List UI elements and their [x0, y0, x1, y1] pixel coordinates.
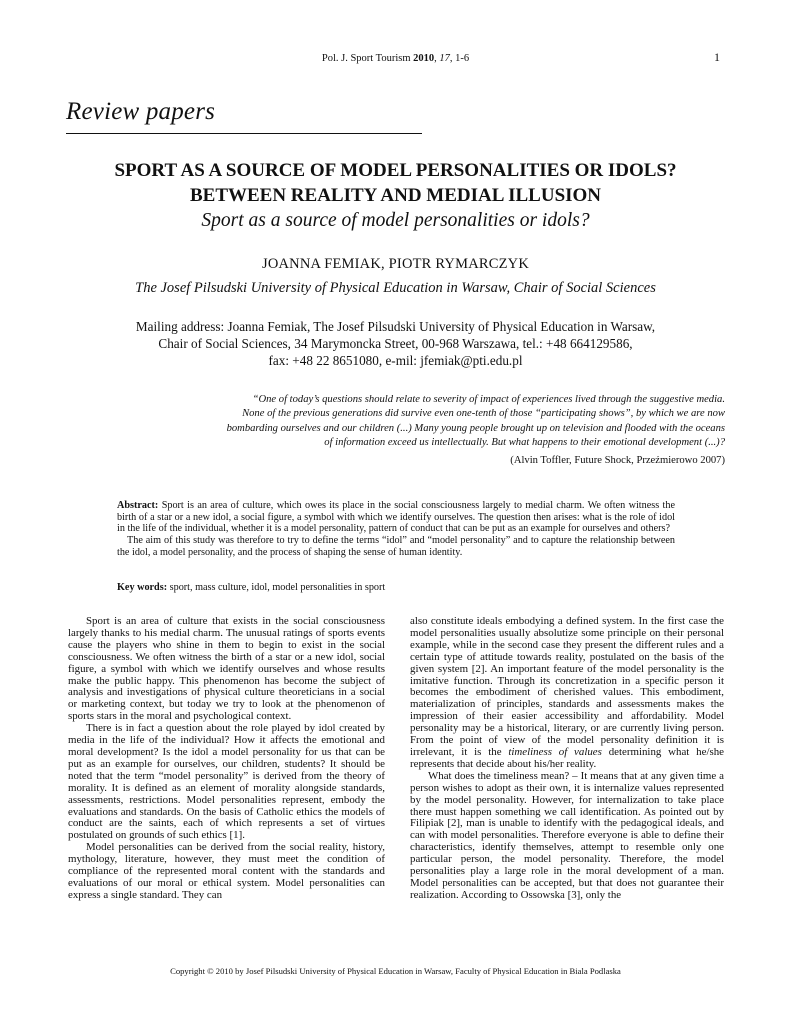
- abstract-label: Abstract:: [117, 500, 159, 511]
- section-label: Review papers: [66, 98, 216, 125]
- journal-volume: 17: [439, 53, 450, 64]
- authors: JOANNA FEMIAK, PIOTR RYMARCZYK: [261, 256, 530, 272]
- epigraph-line-2: None of the previous generations did survive even one-tenth of those “participating shows”, by which we are now: [242, 408, 725, 420]
- paper-title: [0, 158, 791, 208]
- mailing-line-2: Chair of Social Sciences, 34 Marymoncka Street, 00-968 Warszawa, tel.: +48 664129586,: [158, 336, 633, 351]
- body-text: also constitute ideals embodying a defined system. In the first case the model personalities usually absolutize some principle on their personal example, while in the second case they present the different rules and a certain type of attitude towards reality, postulated on the basis of the given system [2]. An important feature of the model personality is the imitative function. Through its concretization in a specific person it becomes the embodiment of cherished values. This embodiment, materialization of principles, standards and assessments makes the impression of their easier accessibility and affordability. Model personality may be a historical, literary, or are currently living person. From the point of view of the model personality definition it is irrelevant, it is the: [410, 615, 724, 758]
- body-text: determining what he/she represents that decide about his/her reality.: [410, 745, 724, 770]
- abstract: [117, 500, 675, 559]
- body-paragraph: What does the timeliness mean? – It means that at any given time a person wishes to adopt as their own, it is internalize values represented by the model personality. However, for internalization to take place there must happen something we call identification. As pointed out by Filipiak [2], man is unable to identify with the pedagogical ideals, and can with model personalities. Therefore everyone is able to define their characteristics, identify themselves, attempt to resemble only one particular person, the model personality. Therefore, the model personalities play a large role in the moral development of a man. Model personalities can be accepted, but that does not guarantee their realization. According to Ossowska [3], only the: [410, 769, 724, 901]
- keywords-text: sport, mass culture, idol, model personalities in sport: [167, 582, 386, 593]
- title-line-1: SPORT AS A SOURCE OF MODEL PERSONALITIES OR IDOLS?: [114, 160, 677, 181]
- journal-name: Pol. J. Sport Tourism: [321, 53, 414, 64]
- mailing-address: [60, 318, 731, 369]
- body-paragraph: [410, 616, 724, 771]
- abstract-text-1: Sport is an area of culture, which owes its place in the social consciousness largely to medial charm. We often witness the birth of a star or a new idol, a social figure, a symbol with which we identify ourselves. The question then arises: what is the role of idol in the life of the individual, whether it is a model personality, pattern of conduct that can be put as an example for ourselves and others?: [117, 500, 675, 535]
- copyright-footer: Copyright © 2010 by Josef Pilsudski University of Physical Education in Warsaw, Faculty of Physical Education in Biala Podlaska: [170, 966, 621, 976]
- epigraph-line-4: of information exceed us intellectually. But what happens to their emotional development (...)?: [324, 437, 725, 449]
- journal-separator: ,: [434, 53, 440, 64]
- page-number: 1: [714, 50, 720, 64]
- epigraph-line-3: bombarding ourselves and our children (...) Many young people brought up on television and flooded with the oceans: [226, 422, 725, 434]
- affiliation: The Josef Pilsudski University of Physical Education in Warsaw, Chair of Social Sciences: [135, 280, 656, 296]
- abstract-paragraph-2: The aim of this study was therefore to try to define the terms “idol” and “model personality” and to capture the relationship between the idol, a model personality, and the process of shaping the sense of human identity.: [117, 535, 675, 558]
- mailing-line-1: Mailing address: Joanna Femiak, The Josef Pilsudski University of Physical Education in Warsaw,: [135, 319, 656, 334]
- body-paragraph: Model personalities can be derived from the social reality, history, mythology, literature, however, they must meet the condition of compliance of the represented moral content with the standards and evaluations of our moral or ethical system. Model personalities can express a single standard. They can: [68, 841, 385, 901]
- mailing-line-3: fax: +48 22 8651080, e-mil: jfemiak@pti.edu.pl: [268, 353, 523, 368]
- abstract-paragraph-1: [117, 500, 675, 535]
- journal-citation: [0, 53, 791, 64]
- title-line-2: BETWEEN REALITY AND MEDIAL ILLUSION: [189, 185, 602, 206]
- body-paragraph: Sport is an area of culture that exists in the social consciousness largely thanks to his medial charm. The unusual ratings of sports events cause the players who shine in them to begin to exist in the social consciousness. We often witness the birth of a star or a new idol, social figure, a symbol with which we identify ourselves and whose results make the public happy. This phenomenon has become the subject of analysis and investigations of physical culture theoreticians in a social or marketing context, but today we try to look at the phenomenon of sports stars in the moral and psychological context.: [68, 615, 385, 723]
- paper-subtitle: Sport as a source of model personalities or idols?: [201, 210, 590, 231]
- keywords-label: Key words:: [117, 582, 168, 593]
- body-column-left: [68, 616, 385, 902]
- epigraph-quote: [140, 393, 725, 451]
- epigraph-source: (Alvin Toffler, Future Shock, Przeźmierowo 2007): [510, 455, 725, 466]
- body-paragraph: There is in fact a question about the role played by idol created by media in the life of the individual? How it affects the emotional and moral development? Is the idol a model personality for us that can be put as an example for ourselves, our children, students? It should be noted that the term “model personality” is derived from the theory of morality. It is defined as an element of morality alongside standards, assessments, restrictions. Model personalities represent, embody the evaluations and standards. On the basis of Catholic ethics the models of conduct are the saints, each of which represents a set of virtues postulated on grounds of such ethics [1].: [68, 722, 385, 842]
- section-divider: [66, 133, 422, 134]
- journal-pages: , 1-6: [449, 53, 470, 64]
- epigraph-line-1: “One of today’s questions should relate to severity of impact of experiences lived through the suggestive media.: [252, 394, 725, 405]
- journal-year: 2010: [413, 53, 435, 64]
- body-column-right: [410, 616, 724, 902]
- body-emphasis: timeliness of values: [508, 745, 602, 758]
- keywords: [117, 582, 675, 593]
